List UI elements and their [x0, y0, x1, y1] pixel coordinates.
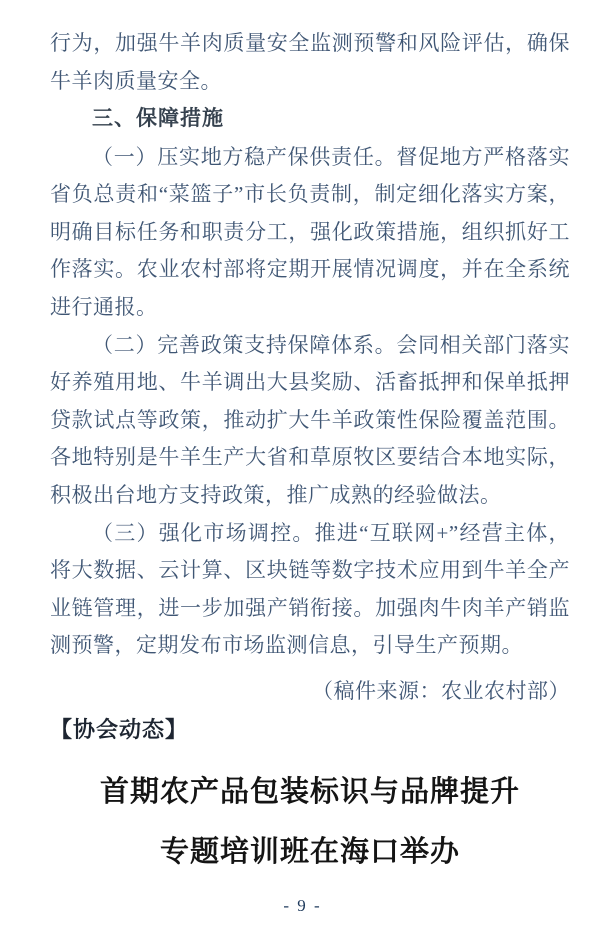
- page-number: - 9 -: [283, 896, 322, 915]
- section-marker-association-news: 【协会动态】: [50, 716, 189, 742]
- section-heading-3: 三、保障措施: [92, 107, 224, 131]
- article-title-line-1: 首期农产品包装标识与品牌提升: [99, 775, 520, 808]
- paragraph-item-3: （三）强化市场调控。推进“互联网+”经营主体，将大数据、云计算、区块链等数字技术应用到牛羊全产业链管理，进一步加强产销衔接。加强肉牛肉羊产销监测预警，定期发布市场监测信息，引导生产预期。: [50, 520, 570, 658]
- paragraph-continuation: 行为，加强牛羊肉质量安全监测预警和风险评估，确保牛羊肉质量安全。: [50, 31, 570, 93]
- source-attribution: （稿件来源：农业农村部）: [312, 679, 570, 703]
- paragraph-item-2: （二）完善政策支持保障体系。会同相关部门落实好养殖用地、牛羊调出大县奖励、活畜抵押和保单抵押贷款试点等政策，推动扩大牛羊政策性保险覆盖范围。各地特别是牛羊生产大省和草原牧区要结合本地实际，积极出台地方支持政策，推广成熟的经验做法。: [50, 332, 570, 508]
- article-title-line-2: 专题培训班在海口举办: [159, 835, 460, 868]
- article-title: [50, 762, 570, 882]
- paragraph-item-1: （一）压实地方稳产保供责任。督促地方严格落实省负总责和“菜篮子”市长负责制，制定细化落实方案，明确目标任务和职责分工，强化政策措施，组织抓好工作落实。农业农村部将定期开展情况调度，并在全系统进行通报。: [50, 144, 570, 320]
